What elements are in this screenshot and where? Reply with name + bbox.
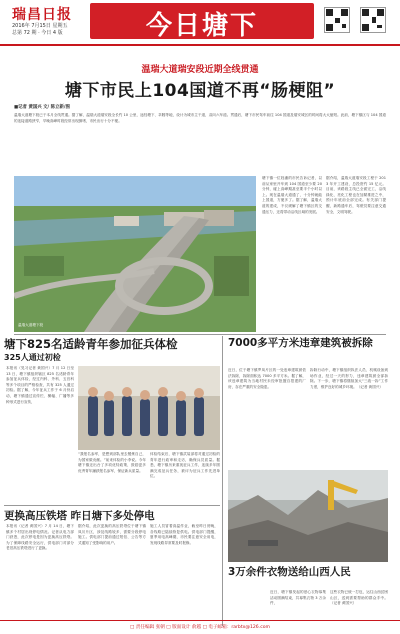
story2-subhead: 325人通过初检	[4, 353, 61, 362]
section-divider	[4, 505, 220, 506]
lead-column-right-a: 塘下镇一位姓潘的市民告诉记者，以前从家里开车到 104 国道至少要 20 分钟，碰上高峰期甚至要半个小时以上。现在温瑞大道通了，十分钟就能上国道，方便多了。据了解，温瑞大道的建成，不仅缓解了塘下镇区的交通压力，还将带动沿线区域的发展。	[262, 176, 322, 214]
story2-column-a: 本报讯（见习记者 黄国兴）7 月 12 日至 13 日，塘下镇组织辖区 825 名适龄青年参加征兵体检，经过内科、外科、五官科等多个项目的严格检查，共有 325 人通过初检。据了解，今年征兵工作于 6 月份启动，塘下镇通过宣传栏、横幅、广播等多种形式进行宣传，	[6, 366, 74, 404]
story5-column-b: 这些衣物已统一打包，运往山西贫困山区，送到需要帮助的群众手中。（记者 黄国兴）	[330, 590, 388, 606]
section-banner	[90, 3, 314, 39]
story2-headline: 塘下825名适龄青年参加征兵体检	[4, 337, 178, 351]
story4-column-b: 据介绍，此次更换的高压铁塔位于塘下镇凤川片区，涉及线路较多，需要分段停电施工。供电部门提前通过短信、公告等方式通知了受影响的用户。	[78, 524, 146, 545]
lead-paragraph: 温瑞大道塘下段已于本月全线贯通。据了解，温瑞大道瑞安段全长约 10 公里，途经塘下、莘塍等地，设计为城市主干道，双向六车道。贯通后，塘下市民驾车前往 104 国道及瑞安城区的时间将大大缩短。此前，塘下镇区与 104 国道的连接道路狭窄，早晚高峰时段经常出现拥堵，市民出行十分不便。	[14, 113, 386, 123]
qr-code-icon	[324, 7, 350, 33]
footer-credits: □ 责任编辑 张朝 □ 版面设计 俞越 □ 电子邮箱：rarbtx@126.com	[130, 625, 270, 630]
top-rule	[0, 44, 400, 46]
photo-caption: 温瑞大道塘下段	[18, 323, 44, 327]
qr-code-icon	[360, 7, 386, 33]
story3-column-b: 拆除行动中，塘下镇组织执法人员、机械设备到场作业，经过一天的努力，违章建筑被全部拆除。下一步，塘下镇将继续加大“三改一拆”工作力度，维护良好的城乡环境。（记者 黄国兴）	[310, 368, 388, 389]
masthead	[0, 0, 400, 44]
lead-headline: 塘下市民上104国道不再“肠梗阻”	[64, 81, 336, 101]
story3-column-a: 近日，位于塘下镇罗凤片区的一处违章建筑被依法拆除，拆除面积达 7000 多平方米。据了解，该违章建筑为当地村民未经审批擅自搭建的厂房，存在严重的安全隐患。	[228, 368, 306, 389]
story3-headline: 7000多平方米违章建筑被拆除	[228, 337, 373, 349]
section-title: 今日塘下	[145, 11, 258, 41]
newspaper-logo: 瑞昌日报	[12, 7, 72, 23]
issue-line: 总第 72 期 · 今日 4 版	[12, 30, 63, 36]
story2-column-c: 体检结束后，塘下镇武装部将对通过初检的青年进行政审和走访，确保兵员质量。据悉，塘下镇历来重视征兵工作，连续多年圆满完成征兵任务，被评为征兵工作先进单位。	[150, 452, 220, 479]
section-divider	[14, 334, 386, 335]
story2-column-b: “我报名参军，是想到部队里去锻炼自己，为国家做贡献。”前来体检的小李说。今年塘下镇还出台了多项优待政策，鼓励更多优秀青年踊跃报名参军，保证新兵质量。	[78, 452, 146, 473]
road-aerial-photo	[14, 176, 256, 332]
story4-column-a: 本报讯（记者 黄国兴）7 月 14 日，塘下镇多个村居出现停电情况。记者从电力部门获悉，此次停电是因为更换高压铁塔。为了保障线路安全运行，供电部门对部分老旧高压铁塔进行了更换。	[6, 524, 74, 551]
issue-info	[12, 23, 72, 37]
date-line: 2016年 7月15日 星期五	[12, 23, 68, 29]
recruits-photo	[78, 366, 220, 450]
lead-column-right-b: 据介绍，温瑞大道瑞安段工程于 2013 年开工建设，总投资约 15 亿元。目前，该路段主线已全面完工，沿线绿化、亮化工程也在加紧推进之中，预计年底前全部完成。有关部门提醒，新路通车后，驾驶员要注意交通安全，文明驾驶。	[326, 176, 386, 214]
story5-column-a: 近日，塘下镇发起的爱心衣物募集活动圆满结束，共募集衣物 3 万余件，	[270, 590, 326, 606]
lead-byline: ■记者 黄国兴 文/ 陈立新/图	[14, 105, 70, 110]
demolition-photo	[228, 470, 388, 562]
page-footer	[0, 620, 400, 634]
lead-kicker: 温瑞大道瑞安段近期全线贯通	[141, 65, 259, 75]
story5-headline: 3万余件衣物送给山西人民	[228, 566, 351, 578]
story4-column-c: 施工人员冒着高温作业，截至昨日傍晚，各线路已陆续恢复供电。供电部门提醒，夏季用电高峰期，市民要注意安全用电，发现线路异常要及时报修。	[150, 524, 218, 545]
story4-headline: 更换高压铁塔 昨日塘下多处停电	[4, 510, 155, 522]
column-divider	[222, 336, 223, 626]
